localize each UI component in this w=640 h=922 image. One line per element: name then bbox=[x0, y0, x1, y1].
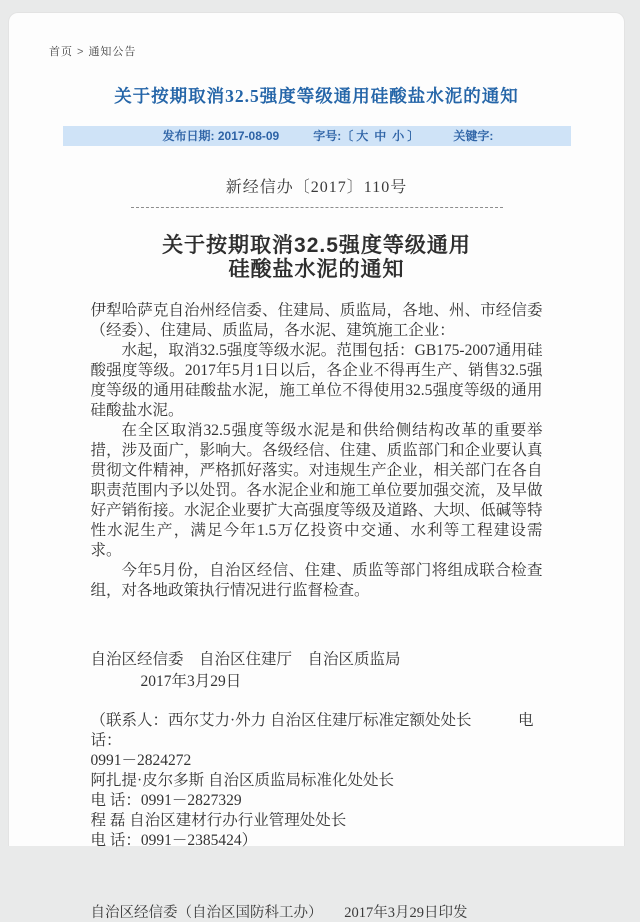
publish-date-group bbox=[163, 126, 280, 146]
breadcrumb-current-link[interactable]: 通知公告 bbox=[88, 46, 137, 58]
print-footer: 自治区经信委（自治区国防科工办） 2017年3月29日印发 bbox=[90, 905, 468, 921]
fontsize-medium-button[interactable]: 中 bbox=[374, 129, 387, 143]
dashed-divider bbox=[131, 207, 503, 208]
fontsize-group bbox=[313, 126, 419, 146]
breadcrumb-separator: > bbox=[77, 46, 85, 58]
fontsize-label: 字号: bbox=[313, 129, 342, 143]
contact-block bbox=[91, 711, 543, 851]
salutation-paragraph: 伊犁哈萨克自治州经信委、住建局、质监局，各地、州、市经信委（经委）、住建局、质监局，各水泥、建筑施工企业： bbox=[90, 302, 543, 339]
body-paragraph: 今年5月份，自治区经信、住建、质监等部门将组成联合检查组，对各地政策执行情况进行监督检查。 bbox=[90, 562, 543, 599]
contact-line: 程 磊 自治区建材行办行业管理处处长 bbox=[90, 812, 347, 829]
body-paragraph: 在全区取消32.5强度等级水泥是和供给侧结构改革的重要举措，涉及面广，影响大。各级经信、住建、质监部门和企业要认真贯彻文件精神，严格抓好落实。对违规生产企业，相关部门在各自职责范围内予以处罚。各水泥企业和施工单位要加强交流，及早做好产销衔接。水泥企业要扩大高强度等级及道路、大坝、低碱等特性水泥生产，满足今年1.5万亿投资中交通、水利等工程建设需求。 bbox=[90, 422, 543, 559]
document-title-line1: 关于按期取消32.5强度等级通用 bbox=[162, 234, 471, 257]
contact-line: （联系人：西尔艾力·外力 自治区住建厅标准定额处处长 电 话： bbox=[90, 712, 534, 749]
publish-date-label: 发布日期: bbox=[162, 129, 215, 143]
contact-line: 电 话：0991－2385424） bbox=[90, 832, 258, 849]
body-paragraph: 水起，取消32.5强度等级水泥。范围包括：GB175-2007通用硅酸强度等级。2017年5月1日以后，各企业不得再生产、销售32.5强度等级的通用硅酸盐水泥，施工单位不得使用32.5强度等级的通用硅酸盐水泥。 bbox=[90, 342, 543, 419]
document-body bbox=[91, 301, 543, 601]
breadcrumb bbox=[9, 13, 624, 59]
fontsize-bracket-close: 〕 bbox=[407, 129, 420, 143]
fontsize-large-button[interactable]: 大 bbox=[356, 129, 369, 143]
signature-block bbox=[91, 649, 543, 693]
fontsize-small-button[interactable]: 小 bbox=[392, 129, 405, 143]
content-card bbox=[8, 12, 625, 921]
document-title bbox=[91, 234, 543, 282]
contact-line: 电 话：0991－2827329 bbox=[90, 792, 242, 809]
document-number: 新经信办〔2017〕110号 bbox=[225, 179, 408, 196]
keyword-label: 关键字: bbox=[453, 129, 494, 143]
publish-date-value: 2017-08-09 bbox=[217, 129, 280, 143]
signature-date: 2017年3月29日 bbox=[140, 673, 242, 690]
fontsize-bracket-open: 〔 bbox=[341, 129, 354, 143]
contact-line: 阿扎提·皮尔多斯 自治区质监局标准化处处长 bbox=[90, 772, 395, 789]
page-title: 关于按期取消32.5强度等级通用硅酸盐水泥的通知 bbox=[114, 86, 519, 106]
contact-line: 0991－2824272 bbox=[90, 752, 192, 769]
meta-bar bbox=[63, 126, 571, 146]
breadcrumb-home-link[interactable]: 首页 bbox=[49, 46, 73, 58]
signature-organizations: 自治区经信委 自治区住建厅 自治区质监局 bbox=[90, 651, 401, 668]
document-title-line2: 硅酸盐水泥的通知 bbox=[228, 258, 405, 281]
notice-document bbox=[91, 174, 543, 922]
